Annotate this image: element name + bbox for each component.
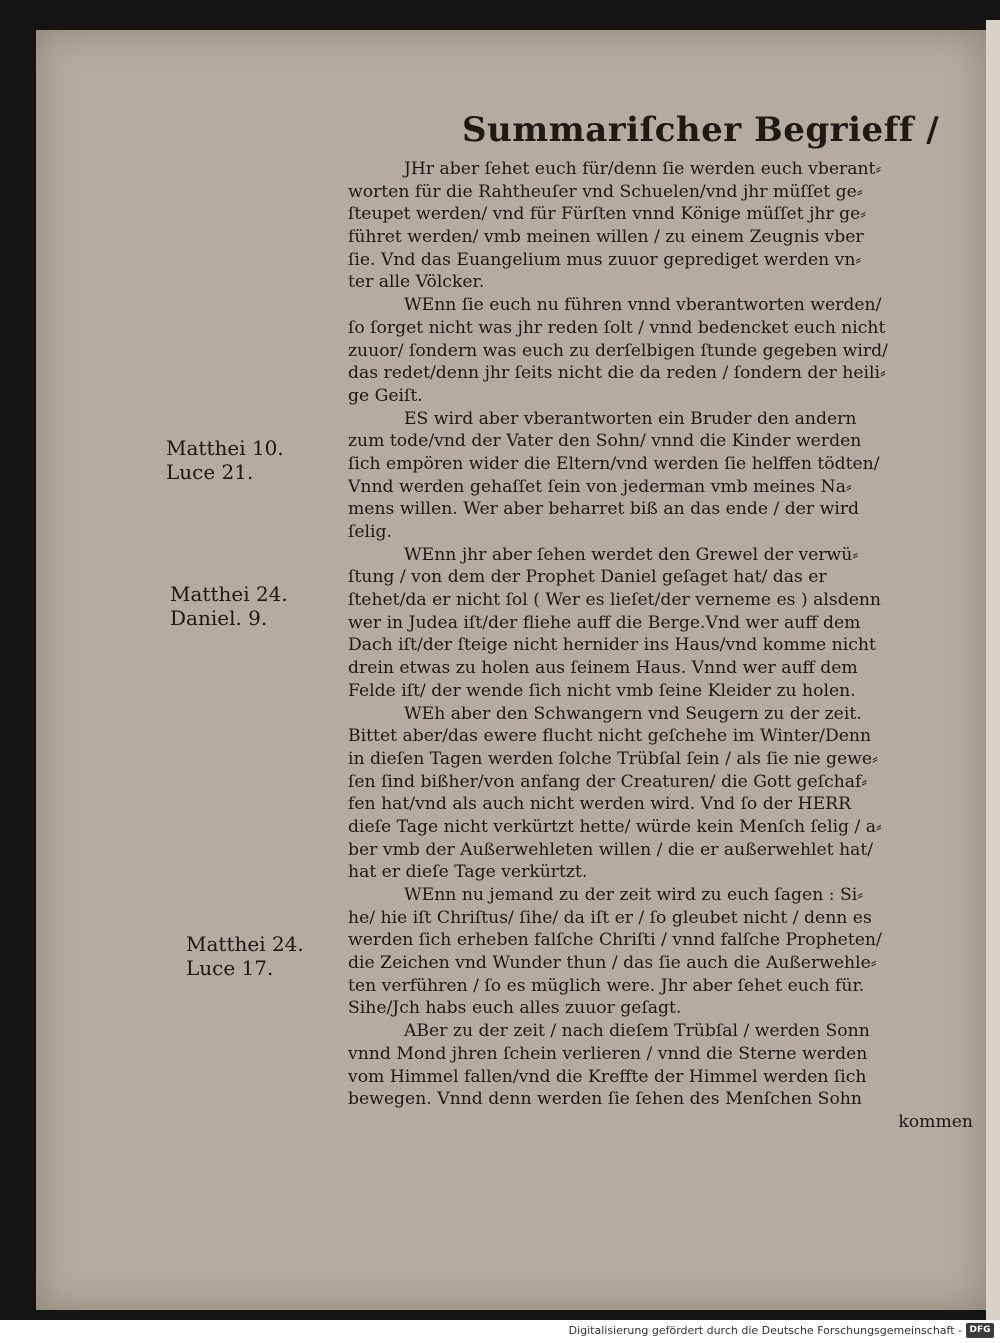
text-line: kommen	[898, 1111, 973, 1132]
text-line: Felde iſt/ der wende ſich nicht vmb ſeine Kleider zu holen.	[348, 680, 856, 701]
text-line: das redet/denn jhr ſeits nicht die da reden / ſondern der heili⸗	[348, 363, 886, 384]
page-edge	[986, 20, 1000, 1320]
text-line: die Zeichen vnd Wunder thun / das ſie auch die Außerwehle⸗	[348, 953, 877, 974]
text-line: ſelig.	[348, 522, 392, 542]
text-line: dieſe Tage nicht verkürtzt hette/ würde kein Menſch ſelig / a⸗	[348, 816, 882, 837]
text-line: fen hat/vnd als auch nicht werden wird. Vnd ſo der HERR	[348, 794, 852, 815]
text-line: ſtehet/da er nicht ſol ( Wer es lieſet/der verneme es ) alsdenn	[348, 590, 882, 611]
text-line: ſtung / von dem der Prophet Daniel geſaget hat/ das er	[348, 567, 827, 588]
text-line: Bittet aber/das ewere flucht nicht geſchehe im Winter/Denn	[348, 726, 872, 747]
text-line: Vnnd werden gehaſſet ſein von jederman vmb meines Na⸗	[348, 476, 852, 497]
text-line: ſo ſorget nicht was jhr reden ſolt / vnnd bedencket euch nicht	[348, 317, 886, 338]
text-line: zuuor/ ſondern was euch zu derſelbigen ſtunde gegeben wird/	[348, 340, 888, 361]
margin-note-2	[170, 582, 288, 630]
text-line: ge Geiſt.	[348, 385, 423, 406]
text-line: worten für die Rahtheuſer vnd Schuelen/vnd jhr müſſet ge⸗	[348, 181, 863, 202]
text-line: ſich empören wider die Eltern/vnd werden ſie helffen tödten/	[348, 453, 880, 474]
text-line: mens willen. Wer aber beharret biß an das ende / der wird	[348, 499, 860, 520]
text-line: werden ſich erheben falſche Chriſti / vnnd falſche Propheten/	[348, 930, 882, 951]
text-line: ES wird aber vberantworten ein Bruder den andern	[404, 408, 857, 429]
margin-note-line: Matthei 24.	[186, 932, 304, 956]
text-line: ten verführen / ſo es müglich were. Jhr aber ſehet euch für.	[348, 975, 865, 996]
margin-note-line: Daniel. 9.	[170, 606, 268, 630]
text-line: Sihe/Jch habs euch alles zuuor geſagt.	[348, 998, 682, 1019]
text-line: WEnn jhr aber ſehen werdet den Grewel der verwü⸗	[404, 544, 859, 565]
text-line: hat er dieſe Tage verkürtzt.	[348, 862, 588, 883]
dfg-logo: DFG	[966, 1323, 994, 1338]
margin-note-1	[166, 436, 284, 484]
digitization-credit: Digitalisierung gefördert durch die Deutsche Forschungsgemeinschaft -	[568, 1324, 962, 1337]
text-line: ſteupet werden/ vnd für Fürſten vnnd Könige müſſet jhr ge⸗	[348, 204, 867, 225]
margin-note-line: Luce 17.	[186, 956, 274, 980]
body-text	[348, 158, 973, 1134]
text-line: ſen ſind bißher/von anfang der Creaturen/ die Gott geſchaf⸗	[348, 771, 868, 792]
text-line: vnnd Mond jhren ſchein verlieren / vnnd die Sterne werden	[348, 1043, 868, 1064]
text-line: führet werden/ vmb meinen willen / zu einem Zeugnis vber	[348, 227, 864, 248]
text-line: he/ hie iſt Chriſtus/ ſihe/ da iſt er / ſo gleubet nicht / denn es	[348, 907, 872, 928]
text-line: WEnn nu jemand zu der zeit wird zu euch ſagen : Si⸗	[404, 885, 863, 905]
text-line: WEnn ſie euch nu führen vnnd vberantworten werden/	[404, 295, 882, 316]
margin-note-line: Matthei 10.	[166, 436, 284, 460]
text-line: WEh aber den Schwangern vnd Seugern zu der zeit.	[404, 703, 862, 724]
text-line: wer in Judea iſt/der fliehe auff die Berge.Vnd wer auff dem	[348, 612, 861, 633]
text-line: Dach iſt/der ſteige nicht hernider ins Haus/vnd komme nicht	[348, 635, 876, 656]
text-line: ſie. Vnd das Euangelium mus zuuor geprediget werden vn⸗	[348, 249, 862, 270]
text-line: drein etwas zu holen aus ſeinem Haus. Vnnd wer auff dem	[348, 658, 858, 679]
margin-note-3	[186, 932, 304, 980]
text-line: JHr aber ſehet euch für/denn ſie werden euch vberant⸗	[404, 159, 882, 179]
text-line: ABer zu der zeit / nach dieſem Trübſal / werden Sonn	[404, 1021, 870, 1042]
text-line: zum tode/vnd der Vater den Sohn/ vnnd die Kinder werden	[348, 431, 862, 452]
page-heading: Summariſcher Begrieff /	[462, 110, 940, 150]
text-line: bewegen. Vnnd denn werden ſie ſehen des Menſchen Sohn	[348, 1089, 862, 1110]
text-line: vom Himmel fallen/vnd die Kreffte der Himmel werden ſich	[348, 1066, 867, 1087]
text-line: ter alle Völcker.	[348, 272, 485, 293]
margin-note-line: Matthei 24.	[170, 582, 288, 606]
margin-note-line: Luce 21.	[166, 460, 254, 484]
text-line: in dieſen Tagen werden ſolche Trübſal ſein / als ſie nie gewe⸗	[348, 748, 878, 769]
text-line: ber vmb der Außerwehleten willen / die er außerwehlet hat/	[348, 839, 874, 860]
